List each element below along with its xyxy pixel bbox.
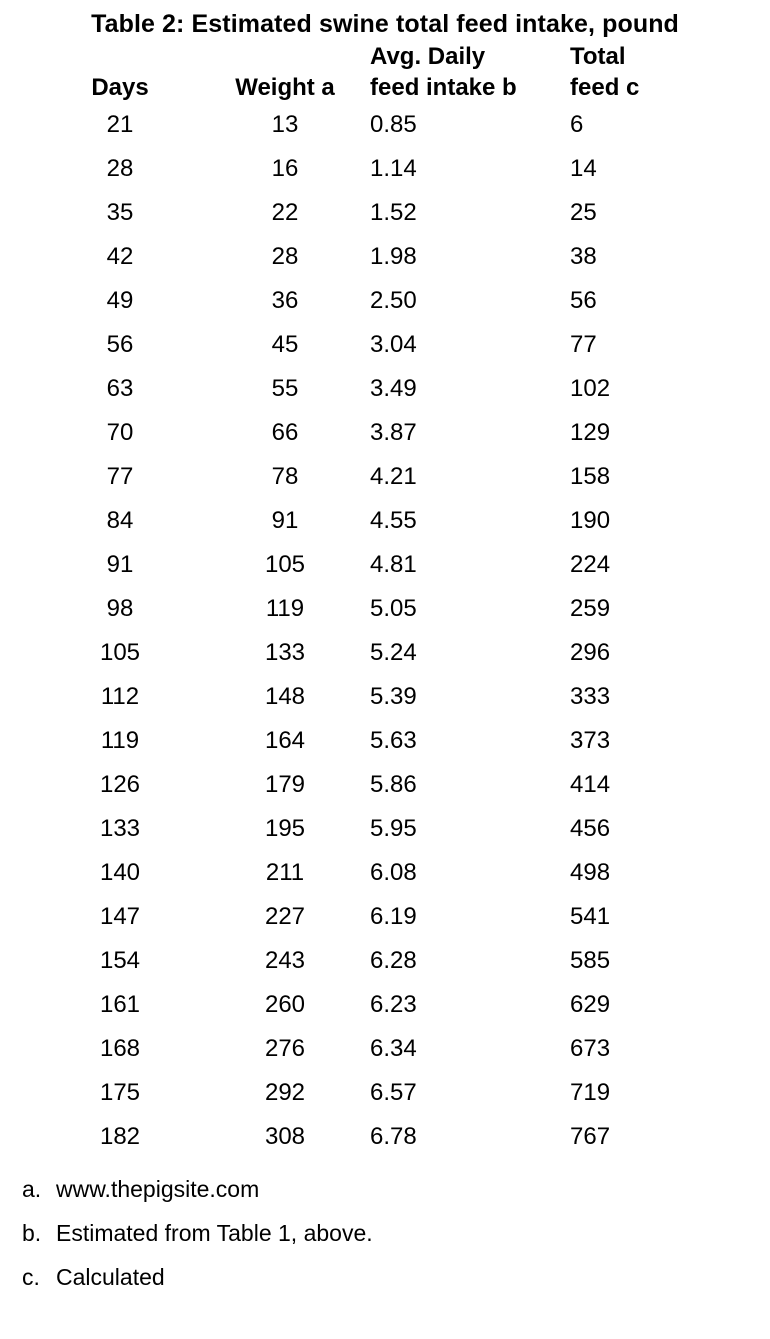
cell-weight: 292 — [264, 1079, 306, 1106]
cell-weight: 179 — [264, 771, 306, 798]
cell-total-feed: 102 — [570, 375, 611, 402]
cell-total-feed: 629 — [570, 991, 611, 1018]
cell-avg-daily-feed-intake: 0.85 — [370, 111, 417, 138]
feed-intake-table — [40, 41, 730, 1159]
table-row — [40, 983, 730, 1027]
cell-weight: 243 — [264, 947, 306, 974]
cell-days: 84 — [106, 507, 134, 534]
table-row — [40, 411, 730, 455]
cell-weight: 195 — [264, 815, 306, 842]
cell-total-feed: 6 — [570, 111, 584, 138]
footnote-marker: c. — [22, 1264, 40, 1290]
footnote-text: Calculated — [56, 1264, 165, 1290]
cell-total-feed: 767 — [570, 1123, 611, 1150]
cell-weight: 105 — [264, 551, 306, 578]
cell-days: 42 — [106, 243, 134, 270]
footnote-marker: b. — [22, 1220, 42, 1246]
cell-days: 70 — [106, 419, 134, 446]
column-header-total-line1: Total — [570, 43, 626, 70]
cell-avg-daily-feed-intake: 6.78 — [370, 1123, 417, 1150]
page-title: Table 2: Estimated swine total feed intake, pound — [91, 10, 679, 38]
table-header-row — [40, 41, 730, 103]
cell-avg-daily-feed-intake: 5.05 — [370, 595, 417, 622]
cell-avg-daily-feed-intake: 6.28 — [370, 947, 417, 974]
cell-days: 77 — [106, 463, 134, 490]
cell-total-feed: 25 — [570, 199, 597, 226]
table-row — [40, 543, 730, 587]
table-row — [40, 499, 730, 543]
cell-total-feed: 259 — [570, 595, 611, 622]
cell-weight: 66 — [271, 419, 299, 446]
cell-total-feed: 719 — [570, 1079, 611, 1106]
cell-avg-daily-feed-intake: 5.63 — [370, 727, 417, 754]
cell-days: 98 — [106, 595, 134, 622]
cell-weight: 22 — [271, 199, 299, 226]
footnote-marker: a. — [22, 1176, 42, 1202]
table-row — [40, 763, 730, 807]
table-row — [40, 631, 730, 675]
table-row — [40, 1027, 730, 1071]
table-body — [40, 103, 730, 1159]
cell-days: 133 — [99, 815, 141, 842]
cell-days: 126 — [99, 771, 141, 798]
cell-avg-daily-feed-intake: 5.86 — [370, 771, 417, 798]
cell-avg-daily-feed-intake: 3.87 — [370, 419, 417, 446]
table-row — [40, 191, 730, 235]
table-row — [40, 147, 730, 191]
column-header-days-line1 — [40, 41, 200, 72]
cell-total-feed: 14 — [570, 155, 597, 182]
footnote-text: www.thepigsite.com — [56, 1176, 260, 1202]
cell-weight: 276 — [264, 1035, 306, 1062]
cell-total-feed: 224 — [570, 551, 611, 578]
footnotes — [22, 1167, 760, 1299]
footnote-item — [22, 1167, 760, 1211]
cell-avg-daily-feed-intake: 2.50 — [370, 287, 417, 314]
table-header — [40, 41, 730, 103]
column-header-weight-line1 — [200, 41, 370, 72]
column-header-avg-daily-feed-intake — [370, 41, 570, 103]
cell-days: 28 — [106, 155, 134, 182]
column-header-days — [40, 41, 200, 103]
cell-weight: 211 — [265, 859, 305, 886]
cell-days: 147 — [99, 903, 141, 930]
cell-avg-daily-feed-intake: 6.08 — [370, 859, 417, 886]
cell-avg-daily-feed-intake: 3.49 — [370, 375, 417, 402]
cell-avg-daily-feed-intake: 5.95 — [370, 815, 417, 842]
cell-weight: 119 — [265, 595, 305, 622]
cell-total-feed: 77 — [570, 331, 597, 358]
table-row — [40, 719, 730, 763]
table-row — [40, 103, 730, 147]
table-row — [40, 807, 730, 851]
column-header-days-line2: Days — [91, 74, 149, 101]
cell-avg-daily-feed-intake: 1.14 — [370, 155, 417, 182]
cell-total-feed: 333 — [570, 683, 611, 710]
cell-days: 119 — [100, 727, 140, 754]
column-header-adfi-line2: feed intake b — [370, 74, 517, 101]
table-row — [40, 675, 730, 719]
table-row — [40, 1071, 730, 1115]
cell-total-feed: 585 — [570, 947, 611, 974]
footnote-item — [22, 1211, 760, 1255]
table-row — [40, 455, 730, 499]
column-header-total-line2: feed c — [570, 74, 640, 101]
table-row — [40, 939, 730, 983]
cell-days: 182 — [99, 1123, 141, 1150]
cell-avg-daily-feed-intake: 6.19 — [370, 903, 417, 930]
cell-days: 49 — [106, 287, 134, 314]
cell-avg-daily-feed-intake: 1.52 — [370, 199, 417, 226]
cell-days: 63 — [106, 375, 134, 402]
cell-weight: 16 — [271, 155, 299, 182]
cell-avg-daily-feed-intake: 5.39 — [370, 683, 417, 710]
column-header-weight-line2: Weight a — [235, 74, 335, 101]
cell-total-feed: 498 — [570, 859, 611, 886]
cell-days: 56 — [106, 331, 134, 358]
cell-days: 112 — [100, 683, 140, 710]
cell-days: 154 — [99, 947, 141, 974]
cell-days: 168 — [99, 1035, 141, 1062]
cell-days: 161 — [99, 991, 141, 1018]
cell-avg-daily-feed-intake: 6.34 — [370, 1035, 417, 1062]
cell-weight: 164 — [264, 727, 306, 754]
table-row — [40, 323, 730, 367]
cell-total-feed: 129 — [570, 419, 611, 446]
cell-avg-daily-feed-intake: 4.81 — [370, 551, 417, 578]
table-row — [40, 367, 730, 411]
cell-avg-daily-feed-intake: 6.23 — [370, 991, 417, 1018]
cell-total-feed: 541 — [570, 903, 611, 930]
cell-weight: 45 — [271, 331, 299, 358]
table-row — [40, 895, 730, 939]
cell-total-feed: 456 — [570, 815, 611, 842]
cell-avg-daily-feed-intake: 4.55 — [370, 507, 417, 534]
cell-days: 105 — [99, 639, 141, 666]
cell-weight: 260 — [264, 991, 306, 1018]
cell-total-feed: 190 — [570, 507, 611, 534]
column-header-total-feed — [570, 41, 730, 103]
cell-days: 175 — [99, 1079, 141, 1106]
table-row — [40, 1115, 730, 1159]
cell-weight: 55 — [271, 375, 299, 402]
cell-total-feed: 38 — [570, 243, 597, 270]
cell-weight: 308 — [264, 1123, 306, 1150]
cell-weight: 78 — [271, 463, 299, 490]
cell-weight: 227 — [264, 903, 306, 930]
cell-total-feed: 296 — [570, 639, 611, 666]
cell-avg-daily-feed-intake: 1.98 — [370, 243, 417, 270]
cell-weight: 133 — [264, 639, 306, 666]
cell-days: 21 — [106, 111, 134, 138]
cell-avg-daily-feed-intake: 3.04 — [370, 331, 417, 358]
cell-weight: 13 — [271, 111, 299, 138]
cell-avg-daily-feed-intake: 6.57 — [370, 1079, 417, 1106]
cell-total-feed: 158 — [570, 463, 611, 490]
column-header-adfi-line1: Avg. Daily — [370, 43, 486, 70]
footnote-item — [22, 1255, 760, 1299]
cell-avg-daily-feed-intake: 4.21 — [370, 463, 417, 490]
cell-weight: 148 — [264, 683, 306, 710]
cell-days: 35 — [106, 199, 134, 226]
cell-weight: 28 — [271, 243, 299, 270]
table-row — [40, 279, 730, 323]
cell-total-feed: 673 — [570, 1035, 611, 1062]
column-header-weight — [200, 41, 370, 103]
cell-days: 91 — [106, 551, 134, 578]
cell-total-feed: 373 — [570, 727, 611, 754]
table-row — [40, 235, 730, 279]
table-row — [40, 587, 730, 631]
cell-total-feed: 414 — [570, 771, 611, 798]
cell-days: 140 — [99, 859, 141, 886]
cell-avg-daily-feed-intake: 5.24 — [370, 639, 417, 666]
cell-weight: 36 — [271, 287, 299, 314]
footnote-text: Estimated from Table 1, above. — [56, 1220, 373, 1246]
table-row — [40, 851, 730, 895]
cell-weight: 91 — [271, 507, 299, 534]
cell-total-feed: 56 — [570, 287, 597, 314]
